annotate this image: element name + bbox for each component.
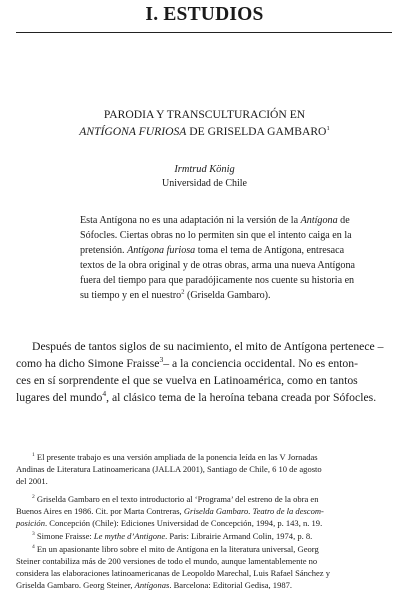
epigraph-line-1	[80, 213, 398, 228]
body-line-2	[16, 356, 400, 372]
footnote-text: . Barcelona: Editorial Gedisa, 1987.	[169, 580, 293, 590]
footnote-italic: Antígonas	[134, 580, 170, 590]
footnote-text: Simone Fraisse:	[34, 531, 94, 541]
footnote-4-line-4	[16, 579, 397, 591]
article-title-work: ANTÍGONA FURIOSA	[79, 125, 187, 138]
epigraph-text: (Griselda Gambaro).	[184, 290, 271, 301]
footnote-number: 1	[32, 452, 35, 459]
body-text: como ha dicho Simone Fraisse	[16, 357, 160, 370]
epigraph-line-5: fuera del tiempo para que paradójicamente nos cuente su historia en	[80, 275, 355, 286]
footnote-3	[16, 530, 397, 542]
author-affiliation: Universidad de Chile	[162, 178, 247, 189]
epigraph-italic: Antígona furiosa	[127, 245, 196, 256]
section-rule	[16, 32, 392, 33]
epigraph-line-4: textos de la obra original y de otras obras, arma una nueva Antígona	[80, 260, 355, 271]
footnote-text: Buenos Aires en 1986. Cit. por Marta Contreras,	[16, 506, 184, 516]
body-line-4	[16, 390, 400, 406]
footnote-1-line-2: Andinas de Literatura Latinoamericana (JALLA 2001), Santiago de Chile, 6 10 de agosto	[16, 464, 322, 474]
article-title-rest: DE GRISELDA GAMBARO	[186, 125, 327, 138]
footnote-text: . Concepción (Chile): Ediciones Universidad de Concepción, 1994, p. 143, n. 19.	[44, 518, 323, 528]
footnote-italic: posición	[16, 518, 45, 528]
epigraph-footnote-marker[interactable]: 2	[181, 288, 185, 296]
body-footnote-marker[interactable]: 3	[159, 355, 164, 365]
footnote-number: 2	[32, 494, 35, 501]
footnote-italic: Le mythe d’Antigone	[93, 531, 166, 541]
footnote-1-line-1	[16, 451, 397, 463]
footnote-text: Griselda Gambaro. Georg Steiner,	[16, 580, 135, 590]
epigraph-text: de	[337, 215, 350, 226]
body-text: , al clásico tema de la heroína tebana creada por Sófocles.	[106, 391, 377, 404]
footnote-4-line-3: considera las elaboraciones latinoamericanas de Leopoldo Marechal, Luis Rafael Sánchez y	[16, 568, 330, 578]
body-text: – a la conciencia occidental. No es enton-	[163, 357, 358, 370]
footnote-text: . Paris: Librairie Armand Colin, 1974, p. 8.	[165, 531, 313, 541]
title-footnote-marker[interactable]: 1	[326, 125, 330, 133]
article-title-line-1: PARODIA Y TRANSCULTURACIÓN EN	[103, 108, 306, 121]
body-line-1: Después de tantos siglos de su nacimiento, el mito de Antígona pertenece –	[32, 340, 384, 353]
epigraph-line-3	[80, 243, 398, 258]
body-line-3: ces en sí sorprendente el que se vuelva en Latinoamérica, como en tantos	[16, 374, 358, 387]
footnote-number: 3	[32, 531, 35, 538]
section-heading: I. ESTUDIOS	[145, 4, 264, 25]
epigraph-text: pretensión.	[80, 245, 128, 256]
footnote-text: En un apasionante libro sobre el mito de Antígona en la literatura universal, Georg	[34, 544, 319, 554]
footnote-4-line-2: Steiner contabiliza más de 200 versiones de todo el mundo, aunque lamentablemente no	[16, 556, 318, 566]
body-text: lugares del mundo	[16, 391, 103, 404]
footnote-number: 4	[32, 544, 35, 551]
footnote-4-line-1	[16, 543, 397, 555]
epigraph-line-2: Sófocles. Ciertas obras no lo permiten sin que el intento caiga en la	[80, 230, 352, 241]
footnote-text: El presente trabajo es una versión ampliada de la ponencia leída en las V Jornadas	[34, 452, 318, 462]
epigraph-text: Esta Antígona no es una adaptación ni la versión de la	[80, 215, 301, 226]
epigraph-text: toma el tema de Antígona, entresaca	[195, 245, 345, 256]
footnote-2-line-1	[16, 493, 397, 505]
footnote-text: Griselda Gambaro en el texto introductorio al ‘Programa’ del estreno de la obra en	[34, 494, 319, 504]
body-footnote-marker[interactable]: 4	[102, 389, 107, 399]
footnote-italic: Griselda Gambaro. Teatro de la descom-	[183, 506, 324, 516]
epigraph-text: su tiempo y en el nuestro	[80, 290, 182, 301]
author-name: Irmtrud König	[174, 164, 235, 175]
footnote-1-line-3: del 2001.	[16, 476, 48, 486]
epigraph-line-6	[80, 288, 398, 303]
epigraph-italic: Antígona	[300, 215, 338, 226]
article-title-line-2	[0, 123, 409, 141]
footnote-2-line-2	[16, 505, 397, 517]
footnote-2-line-3	[16, 517, 397, 529]
